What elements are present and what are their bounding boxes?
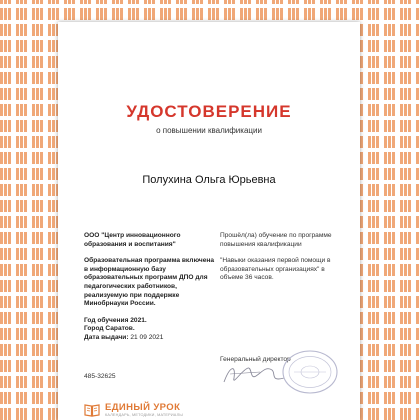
seal-icon xyxy=(280,348,340,396)
certificate-subtitle: о повышении квалификации xyxy=(156,126,262,135)
certificate-sheet xyxy=(58,22,360,420)
logo-name: ЕДИНЫЙ УРОК xyxy=(105,402,181,413)
recipient-name: Полухина Ольга Юрьевна xyxy=(142,174,276,186)
issue-date-label: Дата выдачи: xyxy=(84,333,129,341)
training-line: Прошёл(ла) обучение по программе повышения квалификации xyxy=(220,232,332,248)
program-block xyxy=(220,232,340,291)
issue-date-line xyxy=(84,334,214,343)
program-name: "Навыки оказания первой помощи в образовательных организациях" в объеме 36 часов. xyxy=(220,257,331,282)
year-line: Год обучения 2021. xyxy=(84,316,147,324)
brand-logo xyxy=(84,402,234,420)
book-icon xyxy=(84,403,100,417)
organization-name: ООО "Центр инновационного образования и воспитания" xyxy=(84,232,181,248)
logo-tagline: КАЛЕНДАРЬ, МЕТОДИКИ, МАТЕРИАЛЫ xyxy=(105,413,183,417)
issue-date: 21 09 2021 xyxy=(130,333,164,341)
director-label: Генеральный директор xyxy=(220,356,291,363)
issuer-block xyxy=(84,232,214,343)
certificate-number: 485-32625 xyxy=(84,373,116,380)
certificate-title: УДОСТОВЕРЕНИЕ xyxy=(126,102,292,121)
program-note: Образовательная программа включена в информационную базу образовательных программ ДПО для педагогических работников, реализуемую при поддержке Минобрнауки России. xyxy=(84,257,215,308)
city-line: Город Саратов. xyxy=(84,325,135,333)
